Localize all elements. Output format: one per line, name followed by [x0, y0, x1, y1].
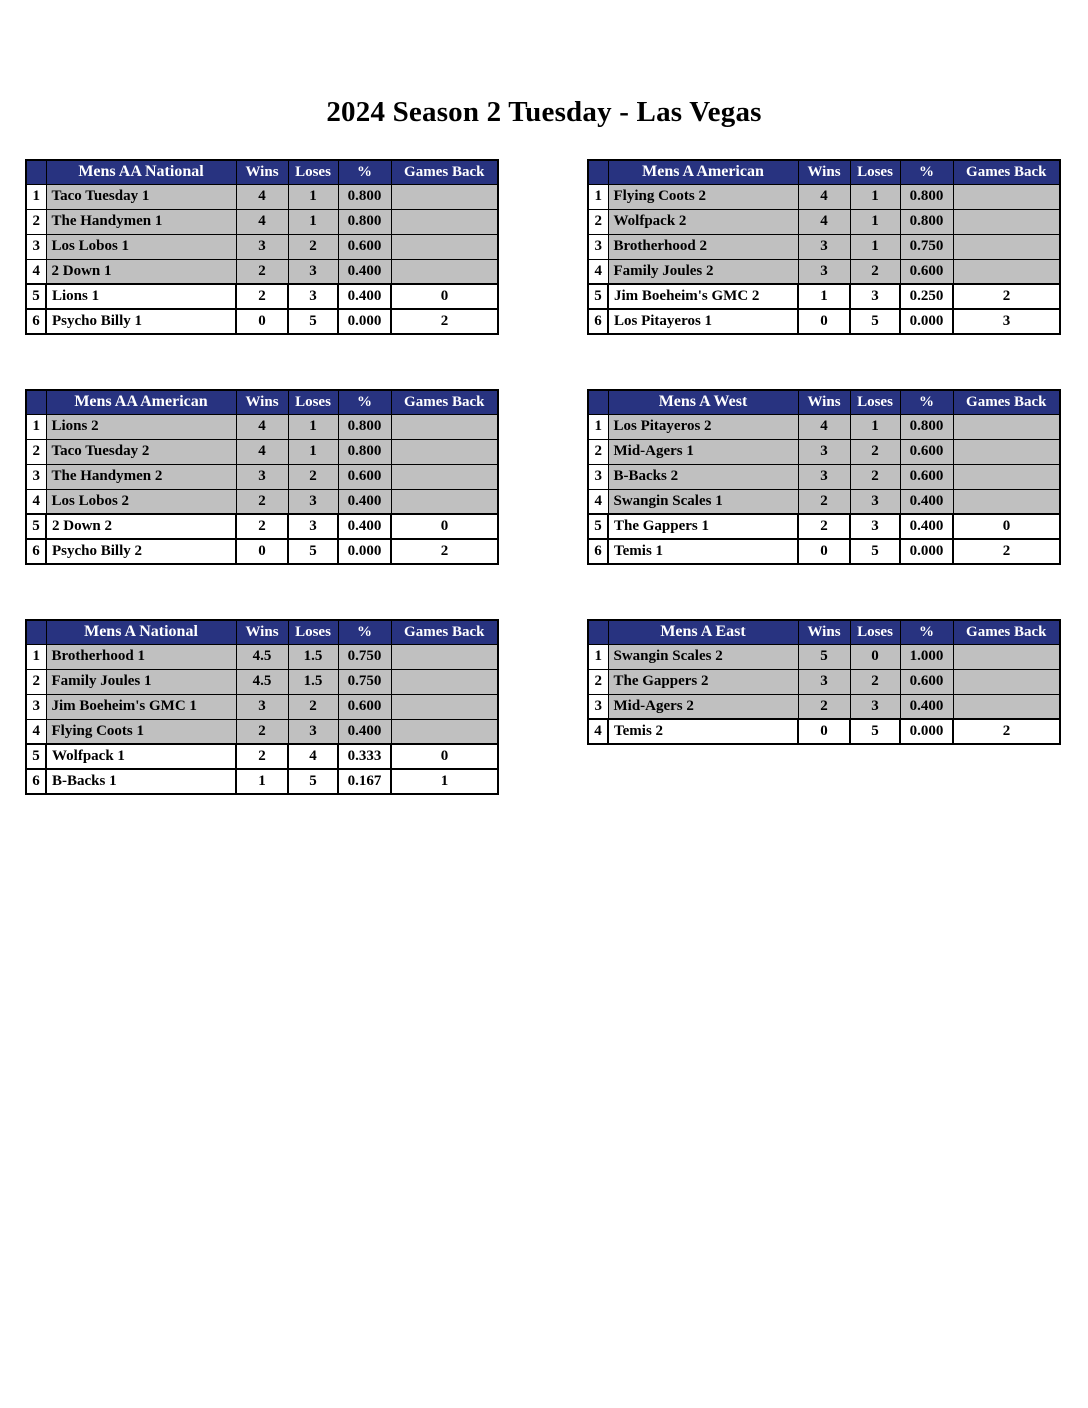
division-title: Mens AA National [46, 160, 236, 184]
table-row [26, 644, 498, 669]
loses-cell: 5 [288, 309, 338, 334]
games-back-cell: 3 [953, 309, 1060, 334]
team-cell: Temis 2 [608, 719, 798, 744]
rank-cell: 6 [26, 539, 46, 564]
team-cell: The Handymen 1 [46, 209, 236, 234]
rank-cell: 5 [26, 514, 46, 539]
loses-cell: 2 [288, 234, 338, 259]
team-cell: Jim Boeheim's GMC 2 [608, 284, 798, 309]
games-back-cell [391, 644, 498, 669]
loses-cell: 1 [850, 209, 900, 234]
rank-cell: 4 [26, 489, 46, 514]
games-back-header: Games Back [953, 390, 1060, 414]
pct-cell: 0.400 [338, 259, 391, 284]
wins-cell: 4 [236, 209, 288, 234]
team-cell: B-Backs 2 [608, 464, 798, 489]
wins-cell: 2 [798, 489, 850, 514]
team-cell: Mid-Agers 1 [608, 439, 798, 464]
rank-cell: 3 [588, 464, 608, 489]
games-back-cell: 2 [953, 539, 1060, 564]
games-back-cell: 2 [391, 309, 498, 334]
table-row [588, 309, 1060, 334]
wins-cell: 4.5 [236, 669, 288, 694]
rank-cell: 3 [588, 694, 608, 719]
rank-cell: 3 [588, 234, 608, 259]
table-row [26, 489, 498, 514]
games-back-cell [953, 414, 1060, 439]
team-cell: Lions 2 [46, 414, 236, 439]
wins-header: Wins [798, 160, 850, 184]
pct-cell: 0.400 [338, 489, 391, 514]
wins-cell: 2 [236, 489, 288, 514]
loses-cell: 3 [850, 694, 900, 719]
loses-header: Loses [850, 620, 900, 644]
pct-cell: 0.600 [900, 464, 953, 489]
loses-cell: 0 [850, 644, 900, 669]
pct-cell: 0.000 [338, 309, 391, 334]
rank-cell: 4 [26, 719, 46, 744]
wins-cell: 2 [236, 514, 288, 539]
loses-cell: 5 [288, 769, 338, 794]
games-back-cell [953, 259, 1060, 284]
pct-cell: 0.600 [900, 669, 953, 694]
table-row [26, 414, 498, 439]
games-back-header: Games Back [391, 160, 498, 184]
table-header-row [26, 620, 498, 644]
pct-cell: 0.400 [900, 514, 953, 539]
rank-cell: 2 [588, 209, 608, 234]
loses-cell: 5 [850, 719, 900, 744]
standings-table [587, 389, 1061, 565]
team-cell: Los Pitayeros 1 [608, 309, 798, 334]
loses-cell: 3 [850, 284, 900, 309]
loses-cell: 3 [850, 489, 900, 514]
team-cell: Jim Boeheim's GMC 1 [46, 694, 236, 719]
team-cell: Family Joules 1 [46, 669, 236, 694]
games-back-cell [953, 489, 1060, 514]
loses-cell: 3 [850, 514, 900, 539]
table-row [26, 769, 498, 794]
rank-cell: 2 [26, 209, 46, 234]
table-row [588, 669, 1060, 694]
loses-cell: 3 [288, 259, 338, 284]
pct-cell: 0.750 [338, 669, 391, 694]
table-row [588, 539, 1060, 564]
wins-cell: 0 [236, 309, 288, 334]
loses-cell: 3 [288, 514, 338, 539]
loses-cell: 1 [850, 184, 900, 209]
games-back-cell [953, 694, 1060, 719]
loses-header: Loses [850, 160, 900, 184]
table-row [26, 514, 498, 539]
rank-cell: 4 [588, 719, 608, 744]
rank-cell: 4 [26, 259, 46, 284]
division-title: Mens A West [608, 390, 798, 414]
pct-cell: 0.600 [900, 439, 953, 464]
corner-cell [26, 160, 46, 184]
table-row [588, 184, 1060, 209]
team-cell: Taco Tuesday 2 [46, 439, 236, 464]
loses-cell: 3 [288, 489, 338, 514]
games-back-cell: 0 [391, 514, 498, 539]
table-header-row [588, 160, 1060, 184]
table-row [26, 184, 498, 209]
loses-cell: 1 [288, 439, 338, 464]
wins-cell: 4 [236, 439, 288, 464]
table-row [588, 719, 1060, 744]
table-row [588, 464, 1060, 489]
rank-cell: 3 [26, 234, 46, 259]
pct-cell: 0.800 [900, 209, 953, 234]
pct-header: % [900, 390, 953, 414]
wins-cell: 3 [236, 234, 288, 259]
rank-cell: 4 [588, 489, 608, 514]
loses-header: Loses [288, 160, 338, 184]
pct-header: % [338, 390, 391, 414]
team-cell: Psycho Billy 1 [46, 309, 236, 334]
team-cell: The Gappers 2 [608, 669, 798, 694]
wins-cell: 1 [236, 769, 288, 794]
wins-cell: 2 [798, 514, 850, 539]
wins-cell: 0 [236, 539, 288, 564]
games-back-cell [391, 464, 498, 489]
team-cell: Family Joules 2 [608, 259, 798, 284]
team-cell: Swangin Scales 2 [608, 644, 798, 669]
wins-cell: 3 [798, 234, 850, 259]
team-cell: Temis 1 [608, 539, 798, 564]
games-back-cell: 2 [953, 284, 1060, 309]
wins-header: Wins [798, 620, 850, 644]
loses-cell: 2 [850, 259, 900, 284]
loses-header: Loses [850, 390, 900, 414]
table-row [26, 539, 498, 564]
rank-cell: 6 [588, 539, 608, 564]
table-row [26, 669, 498, 694]
loses-cell: 1.5 [288, 669, 338, 694]
wins-cell: 3 [236, 464, 288, 489]
standings-table [587, 619, 1061, 745]
pct-header: % [338, 160, 391, 184]
rank-cell: 2 [588, 439, 608, 464]
table-row [588, 234, 1060, 259]
team-cell: 2 Down 1 [46, 259, 236, 284]
rank-cell: 5 [26, 744, 46, 769]
standings-table [25, 389, 499, 565]
table-row [26, 284, 498, 309]
games-back-cell [391, 439, 498, 464]
team-cell: The Gappers 1 [608, 514, 798, 539]
corner-cell [588, 620, 608, 644]
division-title: Mens AA American [46, 390, 236, 414]
games-back-cell: 0 [391, 744, 498, 769]
team-cell: Mid-Agers 2 [608, 694, 798, 719]
team-cell: Brotherhood 1 [46, 644, 236, 669]
wins-cell: 5 [798, 644, 850, 669]
games-back-cell: 0 [953, 514, 1060, 539]
team-cell: Los Pitayeros 2 [608, 414, 798, 439]
team-cell: The Handymen 2 [46, 464, 236, 489]
pct-cell: 0.167 [338, 769, 391, 794]
wins-header: Wins [236, 620, 288, 644]
pct-cell: 0.333 [338, 744, 391, 769]
games-back-cell [953, 439, 1060, 464]
rank-cell: 5 [26, 284, 46, 309]
wins-cell: 2 [798, 694, 850, 719]
loses-cell: 2 [850, 464, 900, 489]
loses-cell: 4 [288, 744, 338, 769]
games-back-cell [391, 719, 498, 744]
loses-cell: 3 [288, 284, 338, 309]
team-cell: Lions 1 [46, 284, 236, 309]
loses-header: Loses [288, 390, 338, 414]
pct-header: % [900, 160, 953, 184]
games-back-header: Games Back [953, 160, 1060, 184]
loses-cell: 2 [850, 439, 900, 464]
loses-cell: 1.5 [288, 644, 338, 669]
rank-cell: 1 [588, 184, 608, 209]
standings-grid [25, 159, 1088, 795]
pct-cell: 0.800 [338, 439, 391, 464]
wins-cell: 0 [798, 539, 850, 564]
pct-cell: 0.800 [900, 414, 953, 439]
team-cell: Los Lobos 1 [46, 234, 236, 259]
table-header-row [26, 160, 498, 184]
rank-cell: 1 [588, 644, 608, 669]
table-row [26, 209, 498, 234]
pct-cell: 0.600 [338, 464, 391, 489]
wins-cell: 3 [236, 694, 288, 719]
pct-cell: 1.000 [900, 644, 953, 669]
loses-cell: 5 [850, 539, 900, 564]
rank-cell: 2 [588, 669, 608, 694]
loses-cell: 5 [288, 539, 338, 564]
division-title: Mens A American [608, 160, 798, 184]
pct-cell: 0.600 [900, 259, 953, 284]
rank-cell: 6 [588, 309, 608, 334]
table-row [588, 439, 1060, 464]
pct-cell: 0.400 [338, 284, 391, 309]
wins-cell: 2 [236, 719, 288, 744]
wins-cell: 4.5 [236, 644, 288, 669]
pct-cell: 0.250 [900, 284, 953, 309]
standings-table [25, 159, 499, 335]
pct-cell: 0.750 [900, 234, 953, 259]
team-cell: Swangin Scales 1 [608, 489, 798, 514]
pct-cell: 0.800 [338, 184, 391, 209]
wins-cell: 2 [236, 744, 288, 769]
team-cell: Psycho Billy 2 [46, 539, 236, 564]
table-row [26, 719, 498, 744]
rank-cell: 4 [588, 259, 608, 284]
games-back-cell [953, 644, 1060, 669]
table-row [26, 694, 498, 719]
rank-cell: 6 [26, 309, 46, 334]
team-cell: Brotherhood 2 [608, 234, 798, 259]
table-header-row [26, 390, 498, 414]
games-back-cell: 2 [391, 539, 498, 564]
pct-cell: 0.600 [338, 694, 391, 719]
games-back-cell [391, 259, 498, 284]
table-row [588, 209, 1060, 234]
wins-header: Wins [236, 160, 288, 184]
division-title: Mens A East [608, 620, 798, 644]
games-back-cell [391, 209, 498, 234]
wins-cell: 4 [798, 209, 850, 234]
rank-cell: 2 [26, 669, 46, 694]
pct-header: % [338, 620, 391, 644]
team-cell: Flying Coots 2 [608, 184, 798, 209]
rank-cell: 5 [588, 514, 608, 539]
pct-cell: 0.000 [900, 309, 953, 334]
table-row [588, 514, 1060, 539]
pct-cell: 0.800 [338, 209, 391, 234]
pct-cell: 0.400 [900, 489, 953, 514]
loses-cell: 2 [288, 694, 338, 719]
wins-cell: 1 [798, 284, 850, 309]
loses-cell: 1 [850, 234, 900, 259]
wins-cell: 4 [798, 184, 850, 209]
corner-cell [26, 620, 46, 644]
wins-cell: 4 [798, 414, 850, 439]
rank-cell: 1 [588, 414, 608, 439]
pct-cell: 0.000 [338, 539, 391, 564]
table-row [588, 489, 1060, 514]
games-back-cell [391, 489, 498, 514]
wins-header: Wins [236, 390, 288, 414]
pct-cell: 0.800 [338, 414, 391, 439]
table-row [26, 259, 498, 284]
loses-cell: 3 [288, 719, 338, 744]
pct-cell: 0.800 [900, 184, 953, 209]
games-back-cell [391, 694, 498, 719]
games-back-cell [391, 234, 498, 259]
table-row [588, 259, 1060, 284]
pct-cell: 0.000 [900, 719, 953, 744]
rank-cell: 1 [26, 414, 46, 439]
pct-cell: 0.600 [338, 234, 391, 259]
games-back-cell [953, 209, 1060, 234]
games-back-cell [953, 234, 1060, 259]
team-cell: Flying Coots 1 [46, 719, 236, 744]
rank-cell: 1 [26, 184, 46, 209]
team-cell: B-Backs 1 [46, 769, 236, 794]
team-cell: Wolfpack 2 [608, 209, 798, 234]
games-back-cell [953, 184, 1060, 209]
table-row [588, 644, 1060, 669]
wins-cell: 0 [798, 719, 850, 744]
pct-cell: 0.400 [338, 514, 391, 539]
wins-cell: 3 [798, 464, 850, 489]
wins-header: Wins [798, 390, 850, 414]
loses-cell: 1 [850, 414, 900, 439]
loses-cell: 5 [850, 309, 900, 334]
team-cell: Taco Tuesday 1 [46, 184, 236, 209]
rank-cell: 6 [26, 769, 46, 794]
pct-header: % [900, 620, 953, 644]
wins-cell: 3 [798, 439, 850, 464]
standings-table [587, 159, 1061, 335]
team-cell: 2 Down 2 [46, 514, 236, 539]
wins-cell: 2 [236, 259, 288, 284]
games-back-header: Games Back [391, 620, 498, 644]
loses-cell: 1 [288, 209, 338, 234]
rank-cell: 3 [26, 464, 46, 489]
rank-cell: 3 [26, 694, 46, 719]
corner-cell [26, 390, 46, 414]
loses-cell: 1 [288, 414, 338, 439]
wins-cell: 4 [236, 184, 288, 209]
games-back-cell [391, 184, 498, 209]
games-back-cell [391, 669, 498, 694]
rank-cell: 5 [588, 284, 608, 309]
page-title: 2024 Season 2 Tuesday - Las Vegas [326, 96, 762, 128]
pct-cell: 0.400 [338, 719, 391, 744]
rank-cell: 2 [26, 439, 46, 464]
pct-cell: 0.000 [900, 539, 953, 564]
pct-cell: 0.750 [338, 644, 391, 669]
table-row [588, 284, 1060, 309]
table-row [26, 744, 498, 769]
table-row [26, 309, 498, 334]
division-title: Mens A National [46, 620, 236, 644]
games-back-cell: 2 [953, 719, 1060, 744]
wins-cell: 4 [236, 414, 288, 439]
corner-cell [588, 160, 608, 184]
games-back-header: Games Back [953, 620, 1060, 644]
loses-header: Loses [288, 620, 338, 644]
loses-cell: 2 [288, 464, 338, 489]
games-back-header: Games Back [391, 390, 498, 414]
table-row [26, 234, 498, 259]
loses-cell: 1 [288, 184, 338, 209]
games-back-cell: 0 [391, 284, 498, 309]
rank-cell: 1 [26, 644, 46, 669]
table-row [588, 694, 1060, 719]
games-back-cell: 1 [391, 769, 498, 794]
wins-cell: 0 [798, 309, 850, 334]
games-back-cell [391, 414, 498, 439]
table-row [26, 439, 498, 464]
wins-cell: 2 [236, 284, 288, 309]
pct-cell: 0.400 [900, 694, 953, 719]
corner-cell [588, 390, 608, 414]
standings-table [25, 619, 499, 795]
games-back-cell [953, 464, 1060, 489]
table-header-row [588, 620, 1060, 644]
loses-cell: 2 [850, 669, 900, 694]
games-back-cell [953, 669, 1060, 694]
table-header-row [588, 390, 1060, 414]
wins-cell: 3 [798, 669, 850, 694]
wins-cell: 3 [798, 259, 850, 284]
team-cell: Wolfpack 1 [46, 744, 236, 769]
table-row [588, 414, 1060, 439]
table-row [26, 464, 498, 489]
team-cell: Los Lobos 2 [46, 489, 236, 514]
